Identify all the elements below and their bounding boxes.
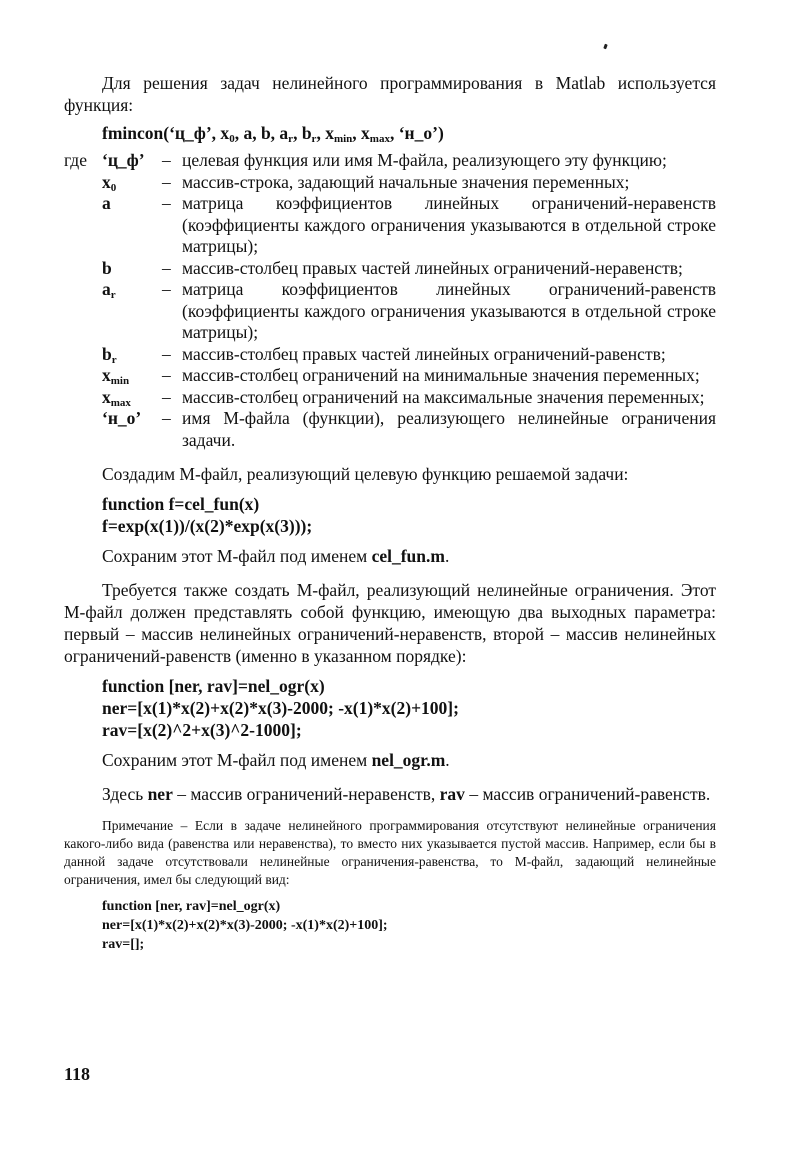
definition-text: целевая функция или имя М-файла, реализующего эту функцию; xyxy=(182,150,667,170)
intro-paragraph: Для решения задач нелинейного программирования в Matlab используется функция: xyxy=(64,73,716,115)
definition-term: ‘ц_ф’ xyxy=(102,150,145,170)
code-line: f=exp(x(1))/(x(2)*exp(x(3))); xyxy=(102,516,313,536)
definition-text: массив-столбец ограничений на минимальные значения переменных; xyxy=(182,365,700,385)
definition-text: массив-строка, задающий начальные значения переменных; xyxy=(182,171,630,192)
code-line: function [ner, rav]=nel_ogr(x) xyxy=(102,899,281,914)
code-line: ner=[x(1)*x(2)+x(2)*x(3)-2000; -x(1)*x(2)+100]; xyxy=(102,698,459,718)
definition-text: массив-столбец правых частей линейных ограничений-равенств; xyxy=(182,343,666,364)
definition-text: матрица коэффициентов линейных ограничений-равенств (коэффициенты каждого ограничения указываются в отдельной строке матрицы); xyxy=(182,279,716,342)
code-line: function [ner, rav]=nel_ogr(x) xyxy=(102,676,325,696)
definition-row: где ‘ц_ф’ – целевая функция или имя М-файла, реализующего эту функцию; xyxy=(64,150,716,172)
definition-row: b – массив-столбец правых частей линейных ограничений-неравенств; xyxy=(64,258,716,280)
definition-term: $b_r$ xyxy=(102,343,117,366)
page-number: 118 xyxy=(64,1064,91,1084)
required-paragraph: Требуется также создать М-файл, реализующий нелинейные ограничения. Этот М-файл должен представлять собой функцию, имеющую два выходных параметра: первый – массив нелинейных ограничений-неравенств, второй – массив нелинейных ограничений-равенств (именно в указанном порядке): xyxy=(64,580,716,666)
definition-row: ‘н_о’ – имя М-файла (функции), реализующего нелинейные ограничения задачи. xyxy=(102,408,716,450)
save-paragraph: Сохраним этот М-файл под именем nel_ogr.m. xyxy=(102,750,450,770)
definition-term: $x_{min}$ xyxy=(102,365,130,387)
definition-term: b xyxy=(102,257,112,278)
definition-row: $a_r$ – матрица коэффициентов линейных ограничений-равенств (коэффициенты каждого ограничения указываются в отдельной строке матрицы); xyxy=(102,279,716,342)
code-line: ner=[x(1)*x(2)+x(2)*x(3)-2000; -x(1)*x(2)+100]; xyxy=(102,918,388,933)
code-line: function f=cel_fun(x) xyxy=(102,494,260,514)
note-paragraph: Примечание – Если в задаче нелинейного программирования отсутствуют нелинейные ограничения какого-либо вида (равенства или неравенства), то вместо них указывается пустой массив. Например, если бы в данной задаче отсутствовали нелинейные ограничения-равенства, то М-файл, задающий нелинейные ограничения, имел бы следующий вид: xyxy=(64,818,716,887)
page-body xyxy=(64,72,716,954)
definition-term: a xyxy=(102,193,111,213)
definition-row: a – матрица коэффициентов линейных ограничений-неравенств (коэффициенты каждого ограничения указываются в отдельной строке матрицы); xyxy=(102,193,716,256)
create-paragraph: Создадим М-файл, реализующий целевую функцию решаемой задачи: xyxy=(102,464,629,484)
code-line: rav=[x(2)^2+x(3)^2-1000]; xyxy=(102,720,302,740)
save-paragraph: Сохраним этот М-файл под именем cel_fun.m. xyxy=(102,546,450,566)
code-line: rav=[]; xyxy=(102,937,145,952)
parameter-definitions xyxy=(64,150,716,451)
definition-term: $a_r$ xyxy=(102,279,116,301)
file-name: cel_fun.m xyxy=(371,546,445,566)
definition-term: $x_0$ xyxy=(102,171,117,194)
definition-text: массив-столбец ограничений на максимальные значения переменных; xyxy=(182,386,705,407)
where-word: где xyxy=(64,150,87,170)
fmincon-formula: fmincon(‘ц_ф’, $x_0$, a, b, $a_r$, $b_r$, $x_{min}$, $x_{max}$, ‘н_о’) xyxy=(102,123,444,145)
definition-row: $x_0$ – массив-строка, задающий начальные значения переменных; xyxy=(64,172,716,194)
file-name: nel_ogr.m xyxy=(371,750,446,770)
definition-text: массив-столбец правых частей линейных ограничений-неравенств; xyxy=(182,257,683,278)
definition-text: матрица коэффициентов линейных ограничений-неравенств (коэффициенты каждого ограничения указываются в отдельной строке матрицы); xyxy=(182,193,716,256)
definition-row: $b_r$ – массив-столбец правых частей линейных ограничений-равенств; xyxy=(64,344,716,366)
here-paragraph: Здесь ner – массив ограничений-неравенств, rav – массив ограничений-равенств. xyxy=(102,784,711,804)
definition-row: $x_{min}$ – массив-столбец ограничений на минимальные значения переменных; xyxy=(64,365,716,387)
definition-row: $x_{max}$ – массив-столбец ограничений на максимальные значения переменных; xyxy=(64,387,716,409)
definition-term: ‘н_о’ xyxy=(102,408,142,428)
definition-text: имя М-файла (функции), реализующего нелинейные ограничения задачи. xyxy=(182,408,716,450)
ink-speck xyxy=(603,44,608,50)
definition-term: $x_{max}$ xyxy=(102,386,131,409)
